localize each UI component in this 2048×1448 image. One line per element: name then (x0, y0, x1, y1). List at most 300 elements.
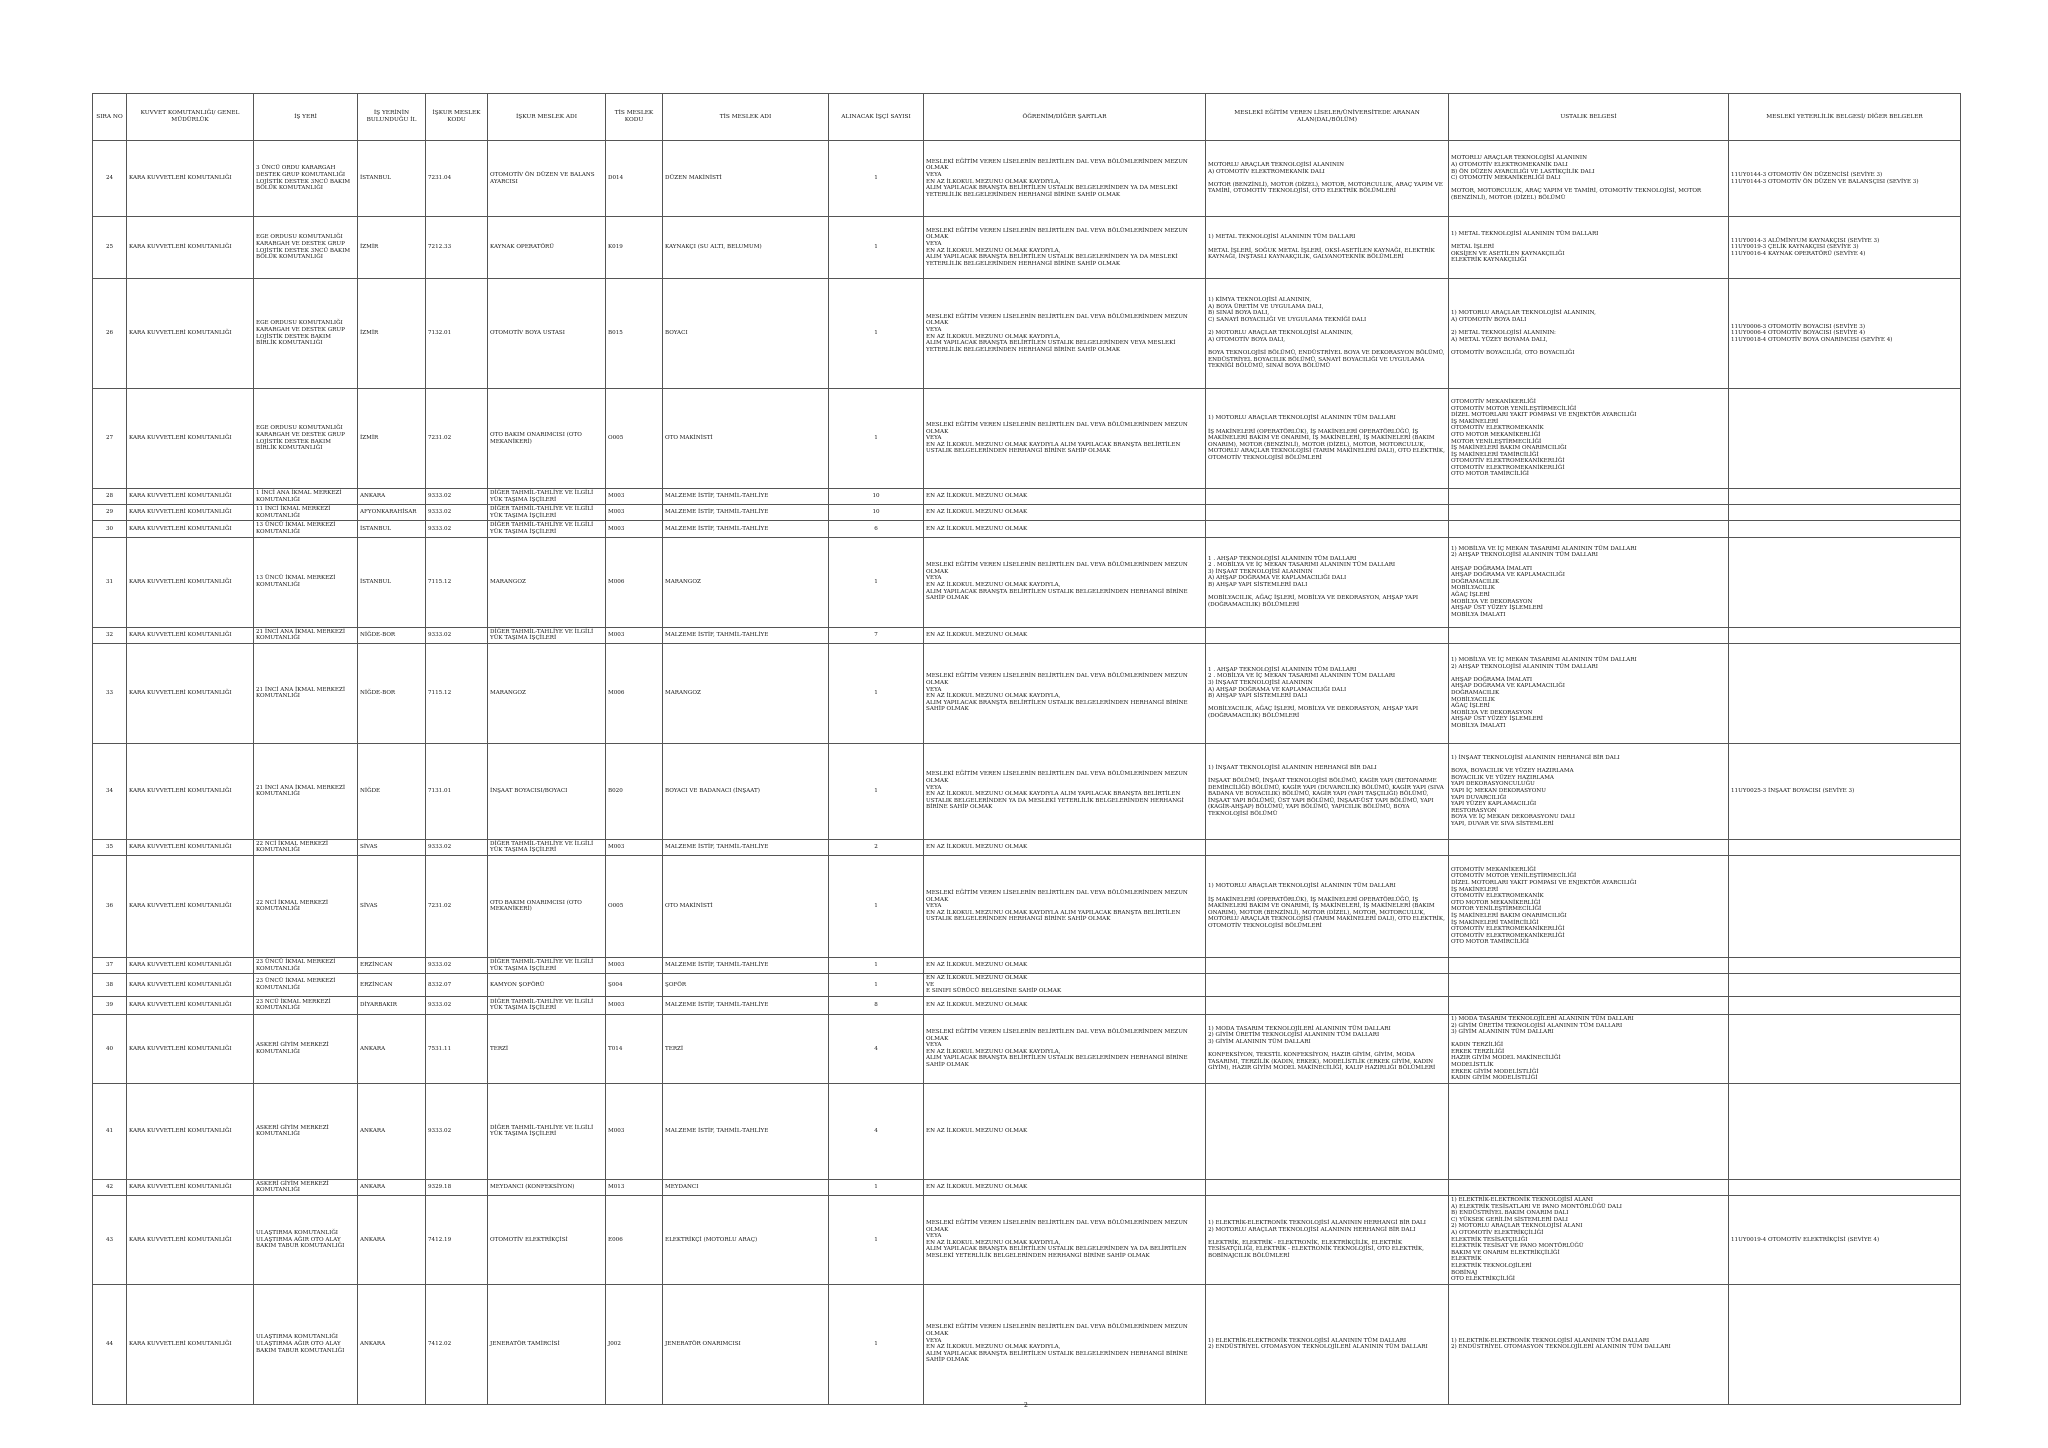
header-iskur-kod: İŞKUR MESLEK KODU (426, 94, 488, 141)
cell-tis-kod: M003 (606, 521, 663, 537)
cell-ogrenim: EN AZ İLKOKUL MEZUNU OLMAK (924, 521, 1206, 537)
cell-iskur-ad: DİĞER TAHMİL-TAHLİYE VE İLGİLİ YÜK TAŞIMA İŞÇİLERİ (488, 521, 606, 537)
cell-ustalik (1449, 957, 1729, 973)
cell-ogrenim: MESLEKİ EĞİTİM VEREN LİSELERİN BELİRTİLEN DAL VEYA BÖLÜMLERİNDEN MEZUN OLMAK VEYA EN AZ İLKOKUL MEZUNU OLMAK KAYDIYLA, ALIM YAPILACAK BRANŞTA BELİRTİLEN USTALIK BELGELERİNDEN VEYA MESLEKİ YETERLİLİK BELGELERİNDEN HERHANGİ BİRİNE SAHİP OLMAK (924, 279, 1206, 389)
cell-no: 34 (93, 743, 127, 839)
cell-myb (1729, 974, 1961, 997)
job-listing-table (92, 93, 1961, 1405)
cell-iskur-ad: KAMYON ŞOFÖRÜ (488, 974, 606, 997)
cell-no: 42 (93, 1179, 127, 1195)
table-row (93, 217, 1961, 279)
cell-sayi: 2 (829, 839, 924, 855)
cell-ogrenim: EN AZ İLKOKUL MEZUNU OLMAK (924, 1083, 1206, 1179)
cell-iskur-kod: 7412.19 (426, 1196, 488, 1285)
cell-ogrenim: MESLEKİ EĞİTİM VEREN LİSELERİN BELİRTİLEN DAL VEYA BÖLÜMLERİNDEN MEZUN OLMAK VEYA EN AZ İLKOKUL MEZUNU OLMAK KAYDIYLA, ALIM YAPILACAK BRANŞTA BELİRTİLEN USTALIK BELGELERİNDEN HERHANGİ BİRİNE SAHİP OLMAK (924, 643, 1206, 743)
cell-kuvvet: KARA KUVVETLERİ KOMUTANLIĞI (127, 1083, 254, 1179)
cell-ogrenim: EN AZ İLKOKUL MEZUNU OLMAK (924, 1179, 1206, 1195)
header-ustalik: USTALIK BELGESİ (1449, 94, 1729, 141)
cell-kuvvet: KARA KUVVETLERİ KOMUTANLIĞI (127, 521, 254, 537)
cell-ustalik (1449, 1179, 1729, 1195)
cell-kuvvet: KARA KUVVETLERİ KOMUTANLIĞI (127, 1014, 254, 1083)
cell-iskur-ad: DİĞER TAHMİL-TAHLİYE VE İLGİLİ YÜK TAŞIMA İŞÇİLERİ (488, 627, 606, 643)
header-isci-sayisi: ALINACAK İŞÇİ SAYISI (829, 94, 924, 141)
cell-il: ANKARA (358, 1083, 426, 1179)
cell-ogrenim: EN AZ İLKOKUL MEZUNU OLMAK (924, 957, 1206, 973)
cell-ustalik (1449, 489, 1729, 505)
cell-alan: 1) MOTORLU ARAÇLAR TEKNOLOJİSİ ALANININ TÜM DALLARI İŞ MAKİNELERİ (OPERATÖRLÜK), İŞ MAKİNELERİ OPERATÖRLÜĞÜ, İŞ MAKİNELERİ BAKIM VE ONARIMI, İŞ MAKİNELERİ, İŞ MAKİNELERİ (BAKIM ONARIM), MOTOR (BENZİNLİ), MOTOR (DİZEL), MOTOR, MOTORCULUK, MOTORLU ARAÇLAR TEKNOLOJİSİ (TARIM MAKİNELERİ DALI), OTO ELEKTRİK, OTOMOTİV TEKNOLOJİSİ BÖLÜMLERİ (1206, 389, 1449, 489)
cell-sayi: 1 (829, 957, 924, 973)
cell-myb: 11UY0019-4 OTOMOTİV ELEKTRİKÇİSİ (SEVİYE 4) (1729, 1196, 1961, 1285)
cell-tis-ad: MARANGOZ (663, 537, 829, 627)
cell-iskur-ad: DİĞER TAHMİL-TAHLİYE VE İLGİLİ YÜK TAŞIMA İŞÇİLERİ (488, 996, 606, 1014)
cell-ogrenim: EN AZ İLKOKUL MEZUNU OLMAK (924, 505, 1206, 521)
cell-kuvvet: KARA KUVVETLERİ KOMUTANLIĞI (127, 537, 254, 627)
cell-tis-kod: O005 (606, 855, 663, 957)
cell-ustalik (1449, 996, 1729, 1014)
cell-ogrenim: EN AZ İLKOKUL MEZUNU OLMAK VE E SINIFI SÜRÜCÜ BELGESİNE SAHİP OLMAK (924, 974, 1206, 997)
cell-tis-ad: JENERATÖR ONARIMCISI (663, 1284, 829, 1404)
cell-kuvvet: KARA KUVVETLERİ KOMUTANLIĞI (127, 643, 254, 743)
cell-iskur-ad: DİĞER TAHMİL-TAHLİYE VE İLGİLİ YÜK TAŞIMA İŞÇİLERİ (488, 505, 606, 521)
cell-ogrenim: MESLEKİ EĞİTİM VEREN LİSELERİN BELİRTİLEN DAL VEYA BÖLÜMLERİNDEN MEZUN OLMAK VEYA EN AZ İLKOKUL MEZUNU OLMAK KAYDIYLA, ALIM YAPILACAK BRANŞTA BELİRTİLEN USTALIK BELGELERİNDEN HERHANGİ BİRİNE SAHİP OLMAK (924, 1284, 1206, 1404)
cell-tis-ad: MALZEME İSTİF, TAHMİL-TAHLİYE (663, 957, 829, 973)
cell-sayi: 1 (829, 217, 924, 279)
cell-il: İZMİR (358, 279, 426, 389)
cell-tis-kod: E006 (606, 1196, 663, 1285)
cell-iskur-ad: KAYNAK OPERATÖRÜ (488, 217, 606, 279)
header-iskur-ad: İŞKUR MESLEK ADI (488, 94, 606, 141)
cell-alan (1206, 974, 1449, 997)
cell-tis-kod: J002 (606, 1284, 663, 1404)
cell-tis-ad: OTO MAKİNİSTİ (663, 389, 829, 489)
cell-kuvvet: KARA KUVVETLERİ KOMUTANLIĞI (127, 141, 254, 217)
cell-no: 38 (93, 974, 127, 997)
cell-tis-kod: M003 (606, 957, 663, 973)
cell-il: ERZİNCAN (358, 957, 426, 973)
cell-kuvvet: KARA KUVVETLERİ KOMUTANLIĞI (127, 217, 254, 279)
cell-sayi: 8 (829, 996, 924, 1014)
cell-alan: 1) ELEKTRİK-ELEKTRONİK TEKNOLOJİSİ ALANININ HERHANGİ BİR DALI 2) MOTORLU ARAÇLAR TEKNOLOJİSİ ALANININ HERHANGİ BİR DALI ELEKTRİK, ELEKTRİK - ELEKTRONİK, ELEKTRİKÇİLİK, ELEKTRİK TESİSATÇILIĞI, ELEKTRİK - ELEKTRONİK TEKNOLOJİSİ, OTO ELEKTRİK, BOBİNAJCILIK BÖLÜMLERİ (1206, 1196, 1449, 1285)
cell-alan (1206, 489, 1449, 505)
cell-isyeri: 3 ÜNCÜ ORDU KARARGAH DESTEK GRUP KOMUTANLIĞI LOJİSTİK DESTEK 3NCÜ BAKIM BÖLÜK KOMUTANLIĞI (254, 141, 358, 217)
cell-isyeri: ASKERİ GİYİM MERKEZİ KOMUTANLIĞI (254, 1083, 358, 1179)
table-row (93, 505, 1961, 521)
cell-sayi: 1 (829, 279, 924, 389)
cell-ogrenim: MESLEKİ EĞİTİM VEREN LİSELERİN BELİRTİLEN DAL VEYA BÖLÜMLERİNDEN MEZUN OLMAK VEYA EN AZ İLKOKUL MEZUNU OLMAK KAYDIYLA, ALIM YAPILACAK BRANŞTA BELİRTİLEN USTALIK BELGELERİNDEN HERHANGİ BİRİNE SAHİP OLMAK (924, 537, 1206, 627)
cell-iskur-ad: DİĞER TAHMİL-TAHLİYE VE İLGİLİ YÜK TAŞIMA İŞÇİLERİ (488, 489, 606, 505)
cell-isyeri: 21 İNCİ ANA İKMAL MERKEZİ KOMUTANLIĞI (254, 643, 358, 743)
cell-sayi: 10 (829, 505, 924, 521)
cell-il: SİVAS (358, 839, 426, 855)
table-row (93, 489, 1961, 505)
cell-no: 31 (93, 537, 127, 627)
cell-iskur-kod: 7231.04 (426, 141, 488, 217)
cell-ogrenim: EN AZ İLKOKUL MEZUNU OLMAK (924, 996, 1206, 1014)
cell-no: 28 (93, 489, 127, 505)
cell-myb (1729, 505, 1961, 521)
table-row (93, 957, 1961, 973)
cell-myb (1729, 537, 1961, 627)
cell-sayi: 4 (829, 1083, 924, 1179)
cell-il: ERZİNCAN (358, 974, 426, 997)
cell-isyeri: 23 NCÜ İKMAL MERKEZİ KOMUTANLIĞI (254, 996, 358, 1014)
header-tis-ad: TİS MESLEK ADI (663, 94, 829, 141)
table-row (93, 627, 1961, 643)
cell-iskur-kod: 7212.33 (426, 217, 488, 279)
cell-tis-kod: K019 (606, 217, 663, 279)
cell-myb: 11UY0025-3 İNŞAAT BOYACISI (SEVİYE 3) (1729, 743, 1961, 839)
cell-myb (1729, 627, 1961, 643)
cell-no: 27 (93, 389, 127, 489)
table-row (93, 537, 1961, 627)
cell-kuvvet: KARA KUVVETLERİ KOMUTANLIĞI (127, 627, 254, 643)
cell-il: İZMİR (358, 389, 426, 489)
cell-tis-kod: B015 (606, 279, 663, 389)
cell-tis-kod: O005 (606, 389, 663, 489)
cell-il: NİĞDE-BOR (358, 643, 426, 743)
cell-no: 36 (93, 855, 127, 957)
cell-no: 41 (93, 1083, 127, 1179)
cell-kuvvet: KARA KUVVETLERİ KOMUTANLIĞI (127, 855, 254, 957)
cell-no: 35 (93, 839, 127, 855)
cell-iskur-kod: 7231.02 (426, 855, 488, 957)
cell-ustalik (1449, 505, 1729, 521)
cell-tis-ad: KAYNAKÇI (SU ALTI, BELUMUM) (663, 217, 829, 279)
cell-tis-ad: ŞOFÖR (663, 974, 829, 997)
cell-isyeri: ULAŞTIRMA KOMUTANLIĞI ULAŞTIRMA AĞIR OTO ALAY BAKIM TABUR KOMUTANLIĞI (254, 1284, 358, 1404)
cell-isyeri: 22 NCİ İKMAL MERKEZİ KOMUTANLIĞI (254, 839, 358, 855)
header-myb: MESLEKİ YETERLİLİK BELGESİ/ DİĞER BELGELER (1729, 94, 1961, 141)
cell-alan (1206, 1083, 1449, 1179)
cell-myb (1729, 855, 1961, 957)
cell-myb (1729, 521, 1961, 537)
cell-kuvvet: KARA KUVVETLERİ KOMUTANLIĞI (127, 489, 254, 505)
cell-ustalik: 1) MOBİLYA VE İÇ MEKAN TASARIMI ALANININ TÜM DALLARI 2) AHŞAP TEKNOLOJİSİ ALANININ TÜM DALLARI AHŞAP DOĞRAMA İMALATI AHŞAP DOĞRAMA VE KAPLAMACILIĞI DOĞRAMACILIK MOBİLYACILIK AĞAÇ İŞLERİ MOBİLYA VE DEKORASYON AHŞAP ÜST YÜZEY İŞLEMLERİ MOBİLYA İMALATI (1449, 537, 1729, 627)
cell-il: ANKARA (358, 1196, 426, 1285)
cell-iskur-kod: 9333.02 (426, 505, 488, 521)
cell-myb: 11UY0006-3 OTOMOTİV BOYACISI (SEVİYE 3) 11UY0006-4 OTOMOTİV BOYACISI (SEVİYE 4) 11UY0018-4 OTOMOTİV BOYA ONARIMCISI (SEVİYE 4) (1729, 279, 1961, 389)
table-header-row (93, 94, 1961, 141)
cell-iskur-kod: 7115.12 (426, 643, 488, 743)
table-row (93, 521, 1961, 537)
cell-iskur-ad: OTOMOTİV BOYA USTASI (488, 279, 606, 389)
cell-iskur-kod: 7131.01 (426, 743, 488, 839)
cell-il: İSTANBUL (358, 537, 426, 627)
table-row (93, 279, 1961, 389)
cell-sayi: 1 (829, 643, 924, 743)
cell-sayi: 1 (829, 743, 924, 839)
cell-tis-kod: M013 (606, 1179, 663, 1195)
cell-tis-ad: MALZEME İSTİF, TAHMİL-TAHLİYE (663, 996, 829, 1014)
cell-il: ANKARA (358, 1014, 426, 1083)
cell-il: NİĞDE-BOR (358, 627, 426, 643)
cell-ustalik (1449, 627, 1729, 643)
header-alan: MESLEKİ EĞİTİM VEREN LİSELER/ÜNİVERSİTEDE ARANAN ALAN(DAL/BÖLÜM) (1206, 94, 1449, 141)
cell-alan: 1) KİMYA TEKNOLOJİSİ ALANININ, A) BOYA ÜRETİM VE UYGULAMA DALI, B) SINAİ BOYA DALI, C) SANAYİ BOYACILIĞI VE UYGULAMA TEKNİĞİ DALI 2) MOTORLU ARAÇLAR TEKNOLOJİSİ ALANININ, A) OTOMOTİV BOYA DALI, BOYA TEKNOLOJİSİ BÖLÜMÜ, ENDÜSTRİYEL BOYA VE DEKORASYON BÖLÜMÜ, ENDÜSTRİYEL BOYACILIK BÖLÜMÜ, SANAYİ BOYACILIĞI VE UYGULAMA TEKNİĞİ BÖLÜMÜ, SINAİ BOYA BÖLÜMÜ (1206, 279, 1449, 389)
cell-alan (1206, 957, 1449, 973)
table-row (93, 1014, 1961, 1083)
cell-iskur-kod: 9333.02 (426, 489, 488, 505)
cell-alan: 1) MODA TASARIM TEKNOLOJİLERİ ALANININ TÜM DALLARI 2) GİYİM ÜRETİM TEKNOLOJİSİ ALANININ TÜM DALLARI 3) GİYİM ALANININ TÜM DALLARI KONFEKSİYON, TEKSTİL KONFEKSİYON, HAZIR GİYİM, GİYİM, MODA TASARIMI, TERZİLİK (KADIN, ERKEK), MODELİSTLİK (ERKEK GİYİM, KADIN GİYİM), HAZIR GİYİM MODEL MAKİNECİLİĞİ, KALIP HAZIRLIĞI BÖLÜMLERİ (1206, 1014, 1449, 1083)
cell-il: NİĞDE (358, 743, 426, 839)
cell-iskur-kod: 9333.02 (426, 1083, 488, 1179)
cell-alan: 1) METAL TEKNOLOJİSİ ALANININ TÜM DALLARI METAL İŞLERİ, SOĞUK METAL İŞLERİ, OKSİ-ASETİLEN KAYNAĞI, ELEKTRİK KAYNAĞI, İNŞTASLI KAYNAKÇILIK, GALVANOTEKNİK BÖLÜMLERİ (1206, 217, 1449, 279)
cell-ustalik: 1) MODA TASARIM TEKNOLOJİLERİ ALANININ TÜM DALLARI 2) GİYİM ÜRETİM TEKNOLOJİSİ ALANININ TÜM DALLARI 3) GİYİM ALANININ TÜM DALLARI KADIN TERZİLİĞİ ERKEK TERZİLİĞİ HAZIR GİYİM MODEL MAKİNECİLİĞİ MODELİSTLİK ERKEK GİYİM MODELİSTLİĞİ KADIN GİYİM MODELİSTLİĞİ (1449, 1014, 1729, 1083)
cell-no: 24 (93, 141, 127, 217)
table-row (93, 996, 1961, 1014)
cell-ustalik: 1) METAL TEKNOLOJİSİ ALANININ TÜM DALLARI METAL İŞLERİ OKSİJEN VE ASETİLEN KAYNAKÇILIĞI ELEKTRİK KAYNAKÇILIĞI (1449, 217, 1729, 279)
cell-sayi: 4 (829, 1014, 924, 1083)
cell-alan (1206, 505, 1449, 521)
cell-isyeri: 23 ÜNCÜ İKMAL MERKEZİ KOMUTANLIĞI (254, 974, 358, 997)
cell-tis-ad: MALZEME İSTİF, TAHMİL-TAHLİYE (663, 505, 829, 521)
cell-isyeri: 23 ÜNCÜ İKMAL MERKEZİ KOMUTANLIĞI (254, 957, 358, 973)
header-ogrenim: ÖĞRENİM/DİĞER ŞARTLAR (924, 94, 1206, 141)
cell-alan: 1) İNŞAAT TEKNOLOJİSİ ALANININ HERHANGİ BİR DALI İNŞAAT BÖLÜMÜ, İNŞAAT TEKNOLOJİSİ BÖLÜMÜ, KAGİR YAPI (BETONARME DEMİRCİLİĞİ) BÖLÜMÜ, KAGİR YAPI (DUVARCILIK) BÖLÜMÜ, KAGİR YAPI (SIVA BADANA VE BOYACILIK) BÖLÜMÜ, KAGİR YAPI (YAPI TAŞÇILIĞI) BÖLÜMÜ, İNŞAAT YAPI BÖLÜMÜ, ÜST YAPI BÖLÜMÜ, İNŞAAT-ÜST YAPI BÖLÜMÜ, YAPI (KAGİR-AHŞAP) BÖLÜMÜ, YAPI BÖLÜMÜ, YAPICILIK BÖLÜMÜ, BOYA TEKNOLOJİSİ BÖLÜMÜ (1206, 743, 1449, 839)
cell-ustalik: 1) İNŞAAT TEKNOLOJİSİ ALANININ HERHANGİ BİR DALI BOYA, BOYACILIK VE YÜZEY HAZIRLAMA BOYACILIK VE YÜZEY HAZIRLAMA YAPI DEKORASYONCULUĞU YAPI İÇ MEKAN DEKORASYONU YAPI DUVARCILIĞI YAPI YÜZEY KAPLAMACILIĞI RESTORASYON BOYA VE İÇ MEKAN DEKORASYONU DALI YAPI, DUVAR VE SIVA SİSTEMLERİ (1449, 743, 1729, 839)
cell-sayi: 10 (829, 489, 924, 505)
cell-ogrenim: EN AZ İLKOKUL MEZUNU OLMAK (924, 839, 1206, 855)
cell-ogrenim: MESLEKİ EĞİTİM VEREN LİSELERİN BELİRTİLEN DAL VEYA BÖLÜMLERİNDEN MEZUN OLMAK VEYA EN AZ İLKOKUL MEZUNU OLMAK KAYDIYLA, ALIM YAPILACAK BRANŞTA BELİRTİLEN USTALIK BELGELERİNDEN YA DA BELİRTİLEN MESLEKİ YETERLİLİK BELGELERİNDEN HERHANGİ BİRİNE SAHİP OLMAK (924, 1196, 1206, 1285)
cell-iskur-kod: 9333.02 (426, 996, 488, 1014)
cell-isyeri: 13 ÜNCÜ İKMAL MERKEZİ KOMUTANLIĞI (254, 537, 358, 627)
cell-tis-ad: MALZEME İSTİF, TAHMİL-TAHLİYE (663, 489, 829, 505)
table-row (93, 743, 1961, 839)
cell-iskur-kod: 7412.02 (426, 1284, 488, 1404)
cell-ustalik: OTOMOTİV MEKANİKERLİĞİ OTOMOTİV MOTOR YENİLEŞTİRMECİLİĞİ DİZEL MOTORLARI YAKIT POMPASI VE ENJEKTÖR AYARCILIĞI İŞ MAKİNELERİ OTOMOTİV ELEKTROMEKANİK OTO MOTOR MEKANİKERLİĞİ MOTOR YENİLEŞTİRMECİLİĞİ İŞ MAKİNELERİ BAKIM ONARIMCILIĞI İŞ MAKİNELERİ TAMİRCİLİĞİ OTOMOTİV ELEKTROMEKANİKERLİĞİ OTOMOTİV ELEKTROMEKANİKERLİĞİ OTO MOTOR TAMİRCİLİĞİ (1449, 855, 1729, 957)
cell-iskur-ad: OTOMOTİV ÖN DÜZEN VE BALANS AYARCISI (488, 141, 606, 217)
cell-ustalik: 1) ELEKTRİK-ELEKTRONİK TEKNOLOJİSİ ALANININ TÜM DALLARI 2) ENDÜSTRİYEL OTOMASYON TEKNOLOJİLERİ ALANININ TÜM DALLARI (1449, 1284, 1729, 1404)
cell-isyeri: EGE ORDUSU KOMUTANLIĞI KARARGAH VE DESTEK GRUP LOJİSTİK DESTEK BAKIM BİRLİK KOMUTANLIĞI (254, 389, 358, 489)
cell-kuvvet: KARA KUVVETLERİ KOMUTANLIĞI (127, 1284, 254, 1404)
cell-iskur-kod: 9329.18 (426, 1179, 488, 1195)
cell-no: 44 (93, 1284, 127, 1404)
cell-tis-kod: M006 (606, 643, 663, 743)
cell-isyeri: ASKERİ GİYİM MERKEZİ KOMUTANLIĞI (254, 1014, 358, 1083)
cell-isyeri: 1 İNCİ ANA İKMAL MERKEZİ KOMUTANLIĞI (254, 489, 358, 505)
cell-iskur-ad: OTO BAKIM ONARIMCISI (OTO MEKANİKERİ) (488, 389, 606, 489)
cell-tis-kod: T014 (606, 1014, 663, 1083)
cell-myb (1729, 1083, 1961, 1179)
cell-tis-ad: DÜZEN MAKİNİSTİ (663, 141, 829, 217)
cell-sayi: 7 (829, 627, 924, 643)
cell-il: İZMİR (358, 217, 426, 279)
cell-myb (1729, 996, 1961, 1014)
cell-iskur-kod: 9333.02 (426, 957, 488, 973)
table-row (93, 389, 1961, 489)
cell-iskur-ad: MEYDANCI (KONFEKSİYON) (488, 1179, 606, 1195)
cell-tis-kod: M003 (606, 996, 663, 1014)
cell-il: SİVAS (358, 855, 426, 957)
cell-kuvvet: KARA KUVVETLERİ KOMUTANLIĞI (127, 1196, 254, 1285)
cell-il: ANKARA (358, 1179, 426, 1195)
cell-il: İSTANBUL (358, 141, 426, 217)
cell-myb (1729, 957, 1961, 973)
cell-ustalik: 1) MOTORLU ARAÇLAR TEKNOLOJİSİ ALANININ, A) OTOMOTİV BOYA DALI 2) METAL TEKNOLOJİSİ ALANININ: A) METAL YÜZEY BOYAMA DALI, OTOMOTİV BOYACILIĞI, OTO BOYACILIĞI (1449, 279, 1729, 389)
cell-alan: 1) ELEKTRİK-ELEKTRONİK TEKNOLOJİSİ ALANININ TÜM DALLARI 2) ENDÜSTRİYEL OTOMASYON TEKNOLOJİLERİ ALANININ TÜM DALLARI (1206, 1284, 1449, 1404)
cell-tis-ad: MALZEME İSTİF, TAHMİL-TAHLİYE (663, 839, 829, 855)
cell-sayi: 1 (829, 1196, 924, 1285)
cell-iskur-ad: OTO BAKIM ONARIMCISI (OTO MEKANİKERİ) (488, 855, 606, 957)
table-row (93, 1083, 1961, 1179)
cell-alan (1206, 839, 1449, 855)
cell-alan (1206, 521, 1449, 537)
cell-iskur-ad: OTOMOTİV ELEKTRİKÇİSİ (488, 1196, 606, 1285)
cell-myb (1729, 1179, 1961, 1195)
cell-kuvvet: KARA KUVVETLERİ KOMUTANLIĞI (127, 996, 254, 1014)
cell-iskur-kod: 7231.02 (426, 389, 488, 489)
cell-ogrenim: EN AZ İLKOKUL MEZUNU OLMAK (924, 627, 1206, 643)
header-il: İŞ YERİNİN BULUNDUĞU İL (358, 94, 426, 141)
cell-ogrenim: EN AZ İLKOKUL MEZUNU OLMAK (924, 489, 1206, 505)
cell-tis-kod: M003 (606, 627, 663, 643)
document-sheet (92, 93, 1960, 1405)
header-sira-no: SIRA NO (93, 94, 127, 141)
header-isyeri: İŞ YERİ (254, 94, 358, 141)
table-row (93, 643, 1961, 743)
cell-myb (1729, 1284, 1961, 1404)
cell-isyeri: EGE ORDUSU KOMUTANLIĞI KARARGAH VE DESTEK GRUP LOJİSTİK DESTEK BAKIM BİRLİK KOMUTANLIĞI (254, 279, 358, 389)
cell-tis-ad: MARANGOZ (663, 643, 829, 743)
cell-alan (1206, 627, 1449, 643)
header-kuvvet: KUVVET KOMUTANLIĞI/ GENEL MÜDÜRLÜK (127, 94, 254, 141)
cell-ustalik (1449, 974, 1729, 997)
cell-sayi: 1 (829, 141, 924, 217)
header-tis-kod: TİS MESLEK KODU (606, 94, 663, 141)
cell-ogrenim: MESLEKİ EĞİTİM VEREN LİSELERİN BELİRTİLEN DAL VEYA BÖLÜMLERİNDEN MEZUN OLMAK VEYA EN AZ İLKOKUL MEZUNU OLMAK KAYDIYLA ALIM YAPILACAK BRANŞTA BELİRTİLEN USTALIK BELGELERİNDEN HERHANGİ BİRİNE SAHİP OLMAK (924, 855, 1206, 957)
cell-no: 43 (93, 1196, 127, 1285)
cell-no: 30 (93, 521, 127, 537)
cell-tis-ad: TERZİ (663, 1014, 829, 1083)
cell-il: ANKARA (358, 1284, 426, 1404)
cell-ustalik: 1) MOBİLYA VE İÇ MEKAN TASARIMI ALANININ TÜM DALLARI 2) AHŞAP TEKNOLOJİSİ ALANININ TÜM DALLARI AHŞAP DOĞRAMA İMALATI AHŞAP DOĞRAMA VE KAPLAMACILIĞI DOĞRAMACILIK MOBİLYACILIK AĞAÇ İŞLERİ MOBİLYA VE DEKORASYON AHŞAP ÜST YÜZEY İŞLEMLERİ MOBİLYA İMALATI (1449, 643, 1729, 743)
cell-tis-ad: MALZEME İSTİF, TAHMİL-TAHLİYE (663, 1083, 829, 1179)
cell-il: İSTANBUL (358, 521, 426, 537)
cell-iskur-ad: İNŞAAT BOYACISI/BOYACI (488, 743, 606, 839)
page-number: 2 (1024, 1402, 1028, 1409)
cell-alan: MOTORLU ARAÇLAR TEKNOLOJİSİ ALANININ A) OTOMOTİV ELEKTROMEKANİK DALI MOTOR (BENZİNLİ), MOTOR (DİZEL), MOTOR, MOTORCULUK, ARAÇ YAPIM VE TAMİRİ, OTOMOTİV TEKNOLOJİSİ, OTO ELEKTRİK BÖLÜMLERİ (1206, 141, 1449, 217)
cell-kuvvet: KARA KUVVETLERİ KOMUTANLIĞI (127, 279, 254, 389)
table-row (93, 141, 1961, 217)
table-row (93, 855, 1961, 957)
cell-il: DİYARBAKIR (358, 996, 426, 1014)
cell-iskur-kod: 7132.01 (426, 279, 488, 389)
cell-ogrenim: MESLEKİ EĞİTİM VEREN LİSELERİN BELİRTİLEN DAL VEYA BÖLÜMLERİNDEN MEZUN OLMAK VEYA EN AZ İLKOKUL MEZUNU OLMAK KAYDIYLA, ALIM YAPILACAK BRANŞTA BELİRTİLEN USTALIK BELGELERİNDEN YA DA MESLEKİ YETERLİLİK BELGELERİNDEN HERHANGİ BİRİNE SAHİP OLMAK (924, 217, 1206, 279)
cell-iskur-ad: MARANGOZ (488, 537, 606, 627)
cell-iskur-kod: 7531.11 (426, 1014, 488, 1083)
cell-tis-ad: ELEKTRİKÇİ (MOTORLU ARAÇ) (663, 1196, 829, 1285)
cell-tis-kod: M006 (606, 537, 663, 627)
cell-iskur-kod: 9333.02 (426, 521, 488, 537)
cell-il: ANKARA (358, 489, 426, 505)
cell-ogrenim: MESLEKİ EĞİTİM VEREN LİSELERİN BELİRTİLEN DAL VEYA BÖLÜMLERİNDEN MEZUN OLMAK VEYA EN AZ İLKOKUL MEZUNU OLMAK KAYDIYLA, ALIM YAPILACAK BRANŞTA BELİRTİLEN USTALIK BELGELERİNDEN YA DA MESLEKİ YETERLİLİK BELGELERİNDEN HERHANGİ BİRİNE SAHİP OLMAK (924, 141, 1206, 217)
cell-kuvvet: KARA KUVVETLERİ KOMUTANLIĞI (127, 389, 254, 489)
cell-tis-ad: MALZEME İSTİF, TAHMİL-TAHLİYE (663, 627, 829, 643)
cell-ustalik (1449, 839, 1729, 855)
cell-sayi: 1 (829, 389, 924, 489)
cell-il: AFYONKARAHİSAR (358, 505, 426, 521)
table-row (93, 839, 1961, 855)
cell-iskur-kod: 9333.02 (426, 627, 488, 643)
cell-iskur-kod: 7115.12 (426, 537, 488, 627)
cell-isyeri: ASKERİ GİYİM MERKEZİ KOMUTANLIĞI (254, 1179, 358, 1195)
cell-ogrenim: MESLEKİ EĞİTİM VEREN LİSELERİN BELİRTİLEN DAL VEYA BÖLÜMLERİNDEN MEZUN OLMAK VEYA EN AZ İLKOKUL MEZUNU OLMAK KAYDIYLA ALIM YAPILACAK BRANŞTA BELİRTİLEN USTALIK BELGELERİNDEN HERHANGİ BİRİNE SAHİP OLMAK (924, 389, 1206, 489)
cell-iskur-ad: DİĞER TAHMİL-TAHLİYE VE İLGİLİ YÜK TAŞIMA İŞÇİLERİ (488, 1083, 606, 1179)
cell-no: 33 (93, 643, 127, 743)
cell-iskur-kod: 8332.07 (426, 974, 488, 997)
cell-alan (1206, 996, 1449, 1014)
cell-no: 26 (93, 279, 127, 389)
cell-iskur-ad: DİĞER TAHMİL-TAHLİYE VE İLGİLİ YÜK TAŞIMA İŞÇİLERİ (488, 839, 606, 855)
cell-kuvvet: KARA KUVVETLERİ KOMUTANLIĞI (127, 743, 254, 839)
cell-ustalik: 1) ELEKTRİK-ELEKTRONİK TEKNOLOJİSİ ALANI A) ELEKTRİK TESİSATLARI VE PANO MONTÖRLÜĞÜ DALI B) ENDÜSTRİYEL BAKIM ONARIM DALI C) YÜKSEK GERİLİM SİSTEMLERİ DALI 2) MOTORLU ARAÇLAR TEKNOLOJİSİ ALANI A) OTOMOTİV ELEKTRİKÇİLİĞİ ELEKTRİK TESİSATÇILIĞI ELEKTRİK TESİSAT VE PANO MONTÖRLÜĞÜ BAKIM VE ONARIM ELEKTRİKÇİLİĞİ ELEKTRİK ELEKTRİK TEKNOLOJİLERİ BOBİNAJ OTO ELEKTRİKÇİLİĞİ (1449, 1196, 1729, 1285)
cell-kuvvet: KARA KUVVETLERİ KOMUTANLIĞI (127, 505, 254, 521)
cell-ustalik: OTOMOTİV MEKANİKERLİĞİ OTOMOTİV MOTOR YENİLEŞTİRMECİLİĞİ DİZEL MOTORLARI YAKIT POMPASI VE ENJEKTÖR AYARCILIĞI İŞ MAKİNELERİ OTOMOTİV ELEKTROMEKANİK OTO MOTOR MEKANİKERLİĞİ MOTOR YENİLEŞTİRMECİLİĞİ İŞ MAKİNELERİ BAKIM ONARIMCILIĞI İŞ MAKİNELERİ TAMİRCİLİĞİ OTOMOTİV ELEKTROMEKANİKERLİĞİ OTOMOTİV ELEKTROMEKANİKERLİĞİ OTO MOTOR TAMİRCİLİĞİ (1449, 389, 1729, 489)
cell-isyeri: 21 İNCİ ANA İKMAL MERKEZİ KOMUTANLIĞI (254, 743, 358, 839)
cell-isyeri: 13 ÜNCÜ İKMAL MERKEZİ KOMUTANLIĞI (254, 521, 358, 537)
cell-isyeri: ULAŞTIRMA KOMUTANLIĞI ULAŞTIRMA AĞIR OTO ALAY BAKIM TABUR KOMUTANLIĞI (254, 1196, 358, 1285)
cell-isyeri: EGE ORDUSU KOMUTANLIĞI KARARGAH VE DESTEK GRUP LOJİSTİK DESTEK 3NCÜ BAKIM BÖLÜK KOMUTANLIĞI (254, 217, 358, 279)
cell-myb (1729, 389, 1961, 489)
cell-sayi: 1 (829, 974, 924, 997)
cell-myb (1729, 643, 1961, 743)
cell-iskur-ad: TERZİ (488, 1014, 606, 1083)
cell-myb: 11UY0144-3 OTOMOTİV ÖN DÜZENCİSİ (SEVİYE 3) 11UY0144-3 OTOMOTİV ÖN DÜZEN VE BALANSÇISI (SEVİYE 3) (1729, 141, 1961, 217)
cell-alan: 1 . AHŞAP TEKNOLOJİSİ ALANININ TÜM DALLARI 2 . MOBİLYA VE İÇ MEKAN TASARIMI ALANININ TÜM DALLARI 3) İNŞAAT TEKNOLOJİSİ ALANININ A) AHŞAP DOĞRAMA VE KAPLAMACILIĞI DALI B) AHŞAP YAPI SİSTEMLERİ DALI MOBİLYACILIK, AĞAÇ İŞLERİ, MOBİLYA VE DEKORASYON, AHŞAP YAPI (DOĞRAMACILIK) BÖLÜMLERİ (1206, 643, 1449, 743)
cell-no: 25 (93, 217, 127, 279)
cell-kuvvet: KARA KUVVETLERİ KOMUTANLIĞI (127, 957, 254, 973)
cell-tis-ad: MEYDANCI (663, 1179, 829, 1195)
cell-iskur-kod: 9333.02 (426, 839, 488, 855)
cell-tis-ad: BOYACI VE BADANACI (İNŞAAT) (663, 743, 829, 839)
cell-tis-kod: M003 (606, 1083, 663, 1179)
cell-sayi: 1 (829, 537, 924, 627)
cell-tis-kod: Ş004 (606, 974, 663, 997)
cell-myb (1729, 839, 1961, 855)
cell-tis-kod: M003 (606, 489, 663, 505)
cell-isyeri: 11 İNCİ İKMAL MERKEZİ KOMUTANLIĞI (254, 505, 358, 521)
cell-kuvvet: KARA KUVVETLERİ KOMUTANLIĞI (127, 1179, 254, 1195)
cell-isyeri: 22 NCİ İKMAL MERKEZİ KOMUTANLIĞI (254, 855, 358, 957)
cell-tis-ad: BOYACI (663, 279, 829, 389)
cell-iskur-ad: DİĞER TAHMİL-TAHLİYE VE İLGİLİ YÜK TAŞIMA İŞÇİLERİ (488, 957, 606, 973)
table-row (93, 974, 1961, 997)
cell-tis-ad: MALZEME İSTİF, TAHMİL-TAHLİYE (663, 521, 829, 537)
cell-alan (1206, 1179, 1449, 1195)
cell-tis-kod: M003 (606, 505, 663, 521)
cell-kuvvet: KARA KUVVETLERİ KOMUTANLIĞI (127, 974, 254, 997)
cell-ogrenim: MESLEKİ EĞİTİM VEREN LİSELERİN BELİRTİLEN DAL VEYA BÖLÜMLERİNDEN MEZUN OLMAK VEYA EN AZ İLKOKUL MEZUNU OLMAK KAYDIYLA ALIM YAPILACAK BRANŞTA BELİRTİLEN USTALIK BELGELERİNDEN YA DA MESLEKİ YETERLİLİK BELGELERİNDEN HERHANGİ BİRİNE SAHİP OLMAK (924, 743, 1206, 839)
cell-tis-ad: OTO MAKİNİSTİ (663, 855, 829, 957)
cell-alan: 1) MOTORLU ARAÇLAR TEKNOLOJİSİ ALANININ TÜM DALLARI İŞ MAKİNELERİ (OPERATÖRLÜK), İŞ MAKİNELERİ OPERATÖRLÜĞÜ, İŞ MAKİNELERİ BAKIM VE ONARIMI, İŞ MAKİNELERİ, İŞ MAKİNELERİ (BAKIM ONARIM), MOTOR (BENZİNLİ), MOTOR (DİZEL), MOTOR, MOTORCULUK, MOTORLU ARAÇLAR TEKNOLOJİSİ (TARIM MAKİNELERİ DALI), OTO ELEKTRİK, OTOMOTİV TEKNOLOJİSİ BÖLÜMLERİ (1206, 855, 1449, 957)
cell-tis-kod: D014 (606, 141, 663, 217)
cell-isyeri: 21 İNCİ ANA İKMAL MERKEZİ KOMUTANLIĞI (254, 627, 358, 643)
cell-myb (1729, 1014, 1961, 1083)
cell-ogrenim: MESLEKİ EĞİTİM VEREN LİSELERİN BELİRTİLEN DAL VEYA BÖLÜMLERİNDEN MEZUN OLMAK VEYA EN AZ İLKOKUL MEZUNU OLMAK KAYDIYLA, ALIM YAPILACAK BRANŞTA BELİRTİLEN USTALIK BELGELERİNDEN HERHANGİ BİRİNE SAHİP OLMAK (924, 1014, 1206, 1083)
cell-ustalik (1449, 1083, 1729, 1179)
cell-myb (1729, 489, 1961, 505)
cell-ustalik (1449, 521, 1729, 537)
table-row (93, 1179, 1961, 1195)
cell-sayi: 1 (829, 1284, 924, 1404)
cell-sayi: 1 (829, 1179, 924, 1195)
cell-iskur-ad: MARANGOZ (488, 643, 606, 743)
cell-sayi: 1 (829, 855, 924, 957)
cell-no: 37 (93, 957, 127, 973)
cell-no: 29 (93, 505, 127, 521)
cell-tis-kod: B020 (606, 743, 663, 839)
cell-ustalik: MOTORLU ARAÇLAR TEKNOLOJİSİ ALANININ A) OTOMOTİV ELEKTROMEKANİK DALI B) ÖN DÜZEN AYARCILIĞI VE LASTİKÇİLİK DALI C) OTOMOTİV MEKANİKERLİĞİ DALI MOTOR, MOTORCULUK, ARAÇ YAPIM VE TAMİRİ, OTOMOTİV TEKNOLOJİSİ, MOTOR (BENZİNLİ), MOTOR (DİZEL) BÖLÜMÜ (1449, 141, 1729, 217)
